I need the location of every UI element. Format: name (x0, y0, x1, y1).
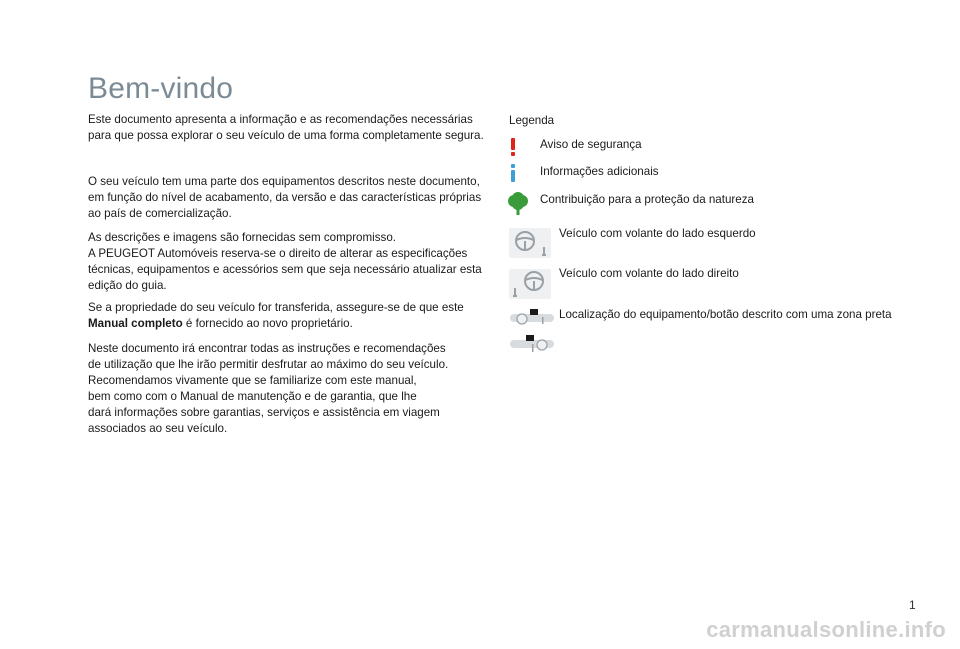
warning-exclamation-icon (508, 138, 518, 156)
legend-label-warning: Aviso de segurança (540, 138, 642, 151)
instructions-line: dará informações sobre garantias, serviços e assistência em viagem (88, 406, 440, 419)
legend-title: Legenda (509, 114, 555, 127)
ownership-text-before: Se a propriedade do seu veículo for transferida, assegure-se de que este (88, 301, 464, 314)
intro-paragraph: Este documento apresenta a informação e as recomendações necessárias para que possa explorar o seu veículo de uma forma completamente segura. (88, 113, 484, 142)
disclaimer-line-1: As descrições e imagens são fornecidas sem compromisso. (88, 231, 397, 244)
legend-label-right-drive: Veículo com volante do lado direito (559, 267, 739, 280)
left-hand-drive-icon (509, 228, 551, 258)
legend-label-left-drive: Veículo com volante do lado esquerdo (559, 227, 756, 240)
tree-icon (506, 192, 530, 216)
legend-label-info: Informações adicionais (540, 165, 659, 178)
info-icon (508, 164, 518, 182)
instructions-line: de utilização que lhe irão permitir desfrutar ao máximo do seu veículo. (88, 358, 449, 371)
equipment-paragraph: O seu veículo tem uma parte dos equipamentos descritos neste documento, em função do nível de acabamento, da versão e das características próprias ao país de comercialização. (88, 175, 482, 220)
instructions-paragraph (88, 341, 493, 437)
page-number: 1 (909, 598, 916, 612)
legend-label-nature: Contribuição para a proteção da natureza (540, 193, 754, 206)
disclaimer-line-2: A PEUGEOT Automóveis reserva-se o direito de alterar as especificações técnicas, equipamentos e acessórios sem que seja necessário atualizar esta edição do guia. (88, 247, 482, 292)
instructions-line: Recomendamos vivamente que se familiarize com este manual, (88, 374, 417, 387)
ownership-paragraph (88, 300, 493, 332)
page-title: Bem-vindo (88, 72, 234, 105)
disclaimer-paragraph (88, 230, 493, 294)
equipment-location-icon (510, 308, 554, 326)
watermark: carmanualsonline.info (706, 617, 946, 642)
manual-completo-bold: Manual completo (88, 317, 183, 330)
legend-label-location: Localização do equipamento/botão descrito com uma zona preta (559, 308, 892, 321)
instructions-line: bem como com o Manual de manutenção e de garantia, que lhe (88, 390, 417, 403)
right-hand-drive-icon (509, 269, 551, 299)
instructions-line: Neste documento irá encontrar todas as instruções e recomendações (88, 342, 446, 355)
instructions-line: associados ao seu veículo. (88, 422, 228, 435)
equipment-location-icon (510, 334, 554, 354)
ownership-text-after: é fornecido ao novo proprietário. (182, 317, 353, 330)
